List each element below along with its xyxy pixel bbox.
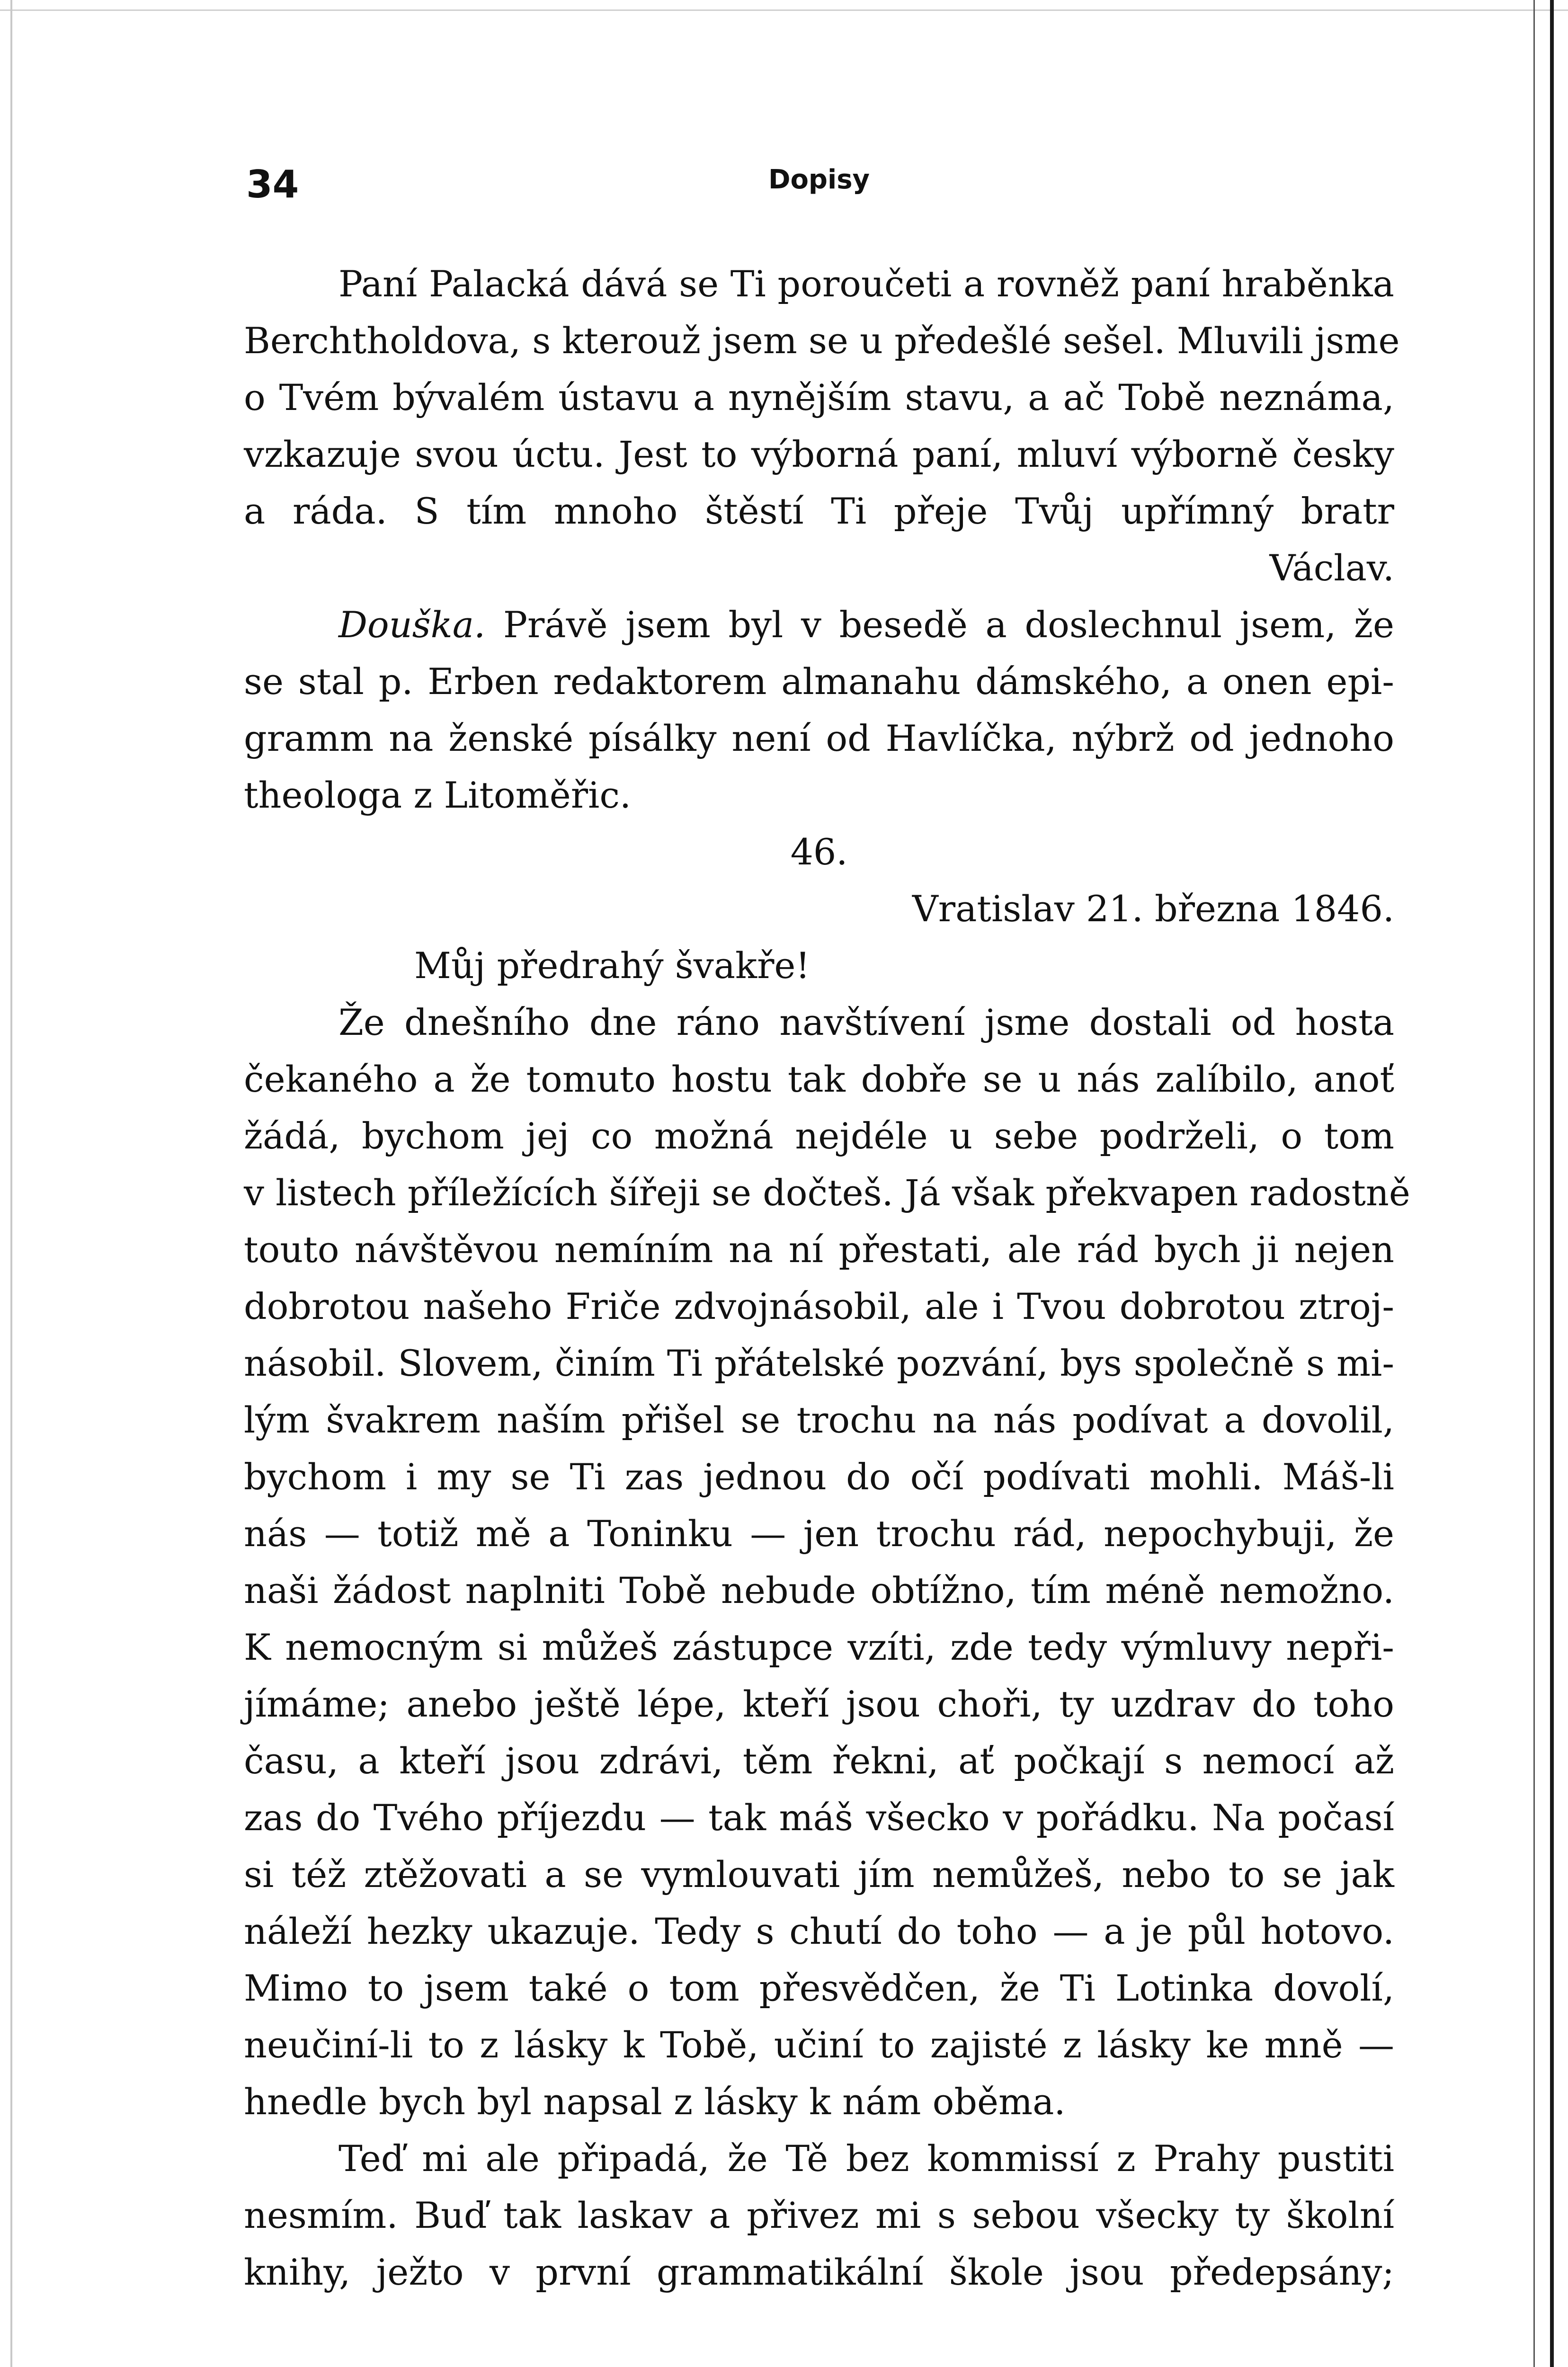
signature: Václav. [1269,547,1394,589]
text-line: bychom i my se Ti zas jednou do očí podívati mohli. Máš-li [244,1456,1394,1498]
text-line: gramm na ženské písálky není od Havlíčka, nýbrž od jednoho [244,717,1394,759]
letter-number: 46. [790,831,848,873]
text-line: se stal p. Erben redaktorem almanahu dámského, a onen epi- [244,660,1394,703]
text-line: náleží hezky ukazuje. Tedy s chutí do toho — a je půl hotovo. [244,1910,1394,1952]
text-line: žádá, bychom jej co možná nejdéle u sebe podrželi, o tom [244,1115,1394,1157]
page-header [246,156,1392,213]
text-line: Že dnešního dne ráno navštívení jsme dostali od hosta [339,1001,1394,1043]
text-line: násobil. Slovem, činím Ti přátelské pozvání, bys společně s mi- [244,1342,1394,1384]
text-line: Paní Palacká dává se Ti poroučeti a rovněž paní hraběnka [339,263,1394,305]
book-binding-edge [1550,0,1554,2367]
page-left-edge [10,0,12,2367]
text-line: hnedle bych byl napsal z lásky k nám oběma. [244,2081,1066,2123]
page-top-edge [0,9,1568,11]
text-line: zas do Tvého příjezdu — tak máš všecko v pořádku. Na počasí [244,1797,1394,1839]
text-line: naši žádost naplniti Tobě nebude obtížno, tím méně nemožno. [244,1569,1394,1611]
text-line: neučiní-li to z lásky k Tobě, učiní to zajisté z lásky ke mně — [244,2024,1394,2066]
text-line: času, a kteří jsou zdrávi, těm řekni, ať počkají s nemocí až [244,1740,1394,1782]
book-binding-line [1533,0,1535,2367]
text-line: Mimo to jsem také o tom přesvědčen, že Ti Lotinka dovolí, [244,1967,1394,2009]
salutation: Můj předrahý švakře! [414,944,810,987]
postscript-line [244,596,1394,653]
text-line: knihy, ježto v první grammatikální škole jsou předepsány; [244,2251,1394,2293]
text-line: touto návštěvou nemíním na ní přestati, ale rád bych ji nejen [244,1228,1394,1271]
text-line: Berchtholdova, s kterouž jsem se u předešlé sešel. Mluvili jsme [244,320,1400,362]
text-line: theologa z Litoměřic. [244,774,632,816]
postscript-label: Douška. [339,604,486,646]
text-line: lým švakrem naším přišel se trochu na nás podívat a dovolil, [244,1399,1394,1441]
text-line: jímáme; anebo ještě lépe, kteří jsou choři, ty uzdrav do toho [244,1683,1394,1725]
text-line: a ráda. S tím mnoho štěstí Ti přeje Tvůj upřímný bratr [244,490,1394,532]
text-line: si též ztěžovati a se vymlouvati jím nemůžeš, nebo to se jak [244,1853,1394,1895]
text-line: o Tvém bývalém ústavu a nynějším stavu, a ač Tobě neznáma, [244,376,1394,418]
text-line: K nemocným si můžeš zástupce vzíti, zde tedy výmluvy nepři- [244,1626,1394,1668]
text-line: dobrotou našeho Friče zdvojnásobil, ale i Tvou dobrotou ztroj- [244,1285,1394,1327]
text-line: vzkazuje svou úctu. Jest to výborná paní, mluví výborně česky [244,433,1394,475]
postscript-text: Právě jsem byl v besedě a doslechnul jsem, že [503,604,1394,646]
text-line: v listech příležících šířeji se dočteš. Já však překvapen radostně [244,1172,1410,1214]
page-number: 34 [246,162,299,206]
text-line: čekaného a že tomuto hostu tak dobře se u nás zalíbilo, anoť [244,1058,1394,1100]
text-line: nás — totiž mě a Toninku — jen trochu rád, nepochybuji, že [244,1513,1394,1555]
place-date: Vratislav 21. března 1846. [912,888,1394,930]
text-line: nesmím. Buď tak laskav a přivez mi s sebou všecky ty školní [244,2194,1394,2236]
text-line: Teď mi ale připadá, že Tě bez kommissí z Prahy pustiti [339,2137,1394,2180]
page-body [244,256,1410,2301]
running-title: Dopisy [768,164,870,195]
